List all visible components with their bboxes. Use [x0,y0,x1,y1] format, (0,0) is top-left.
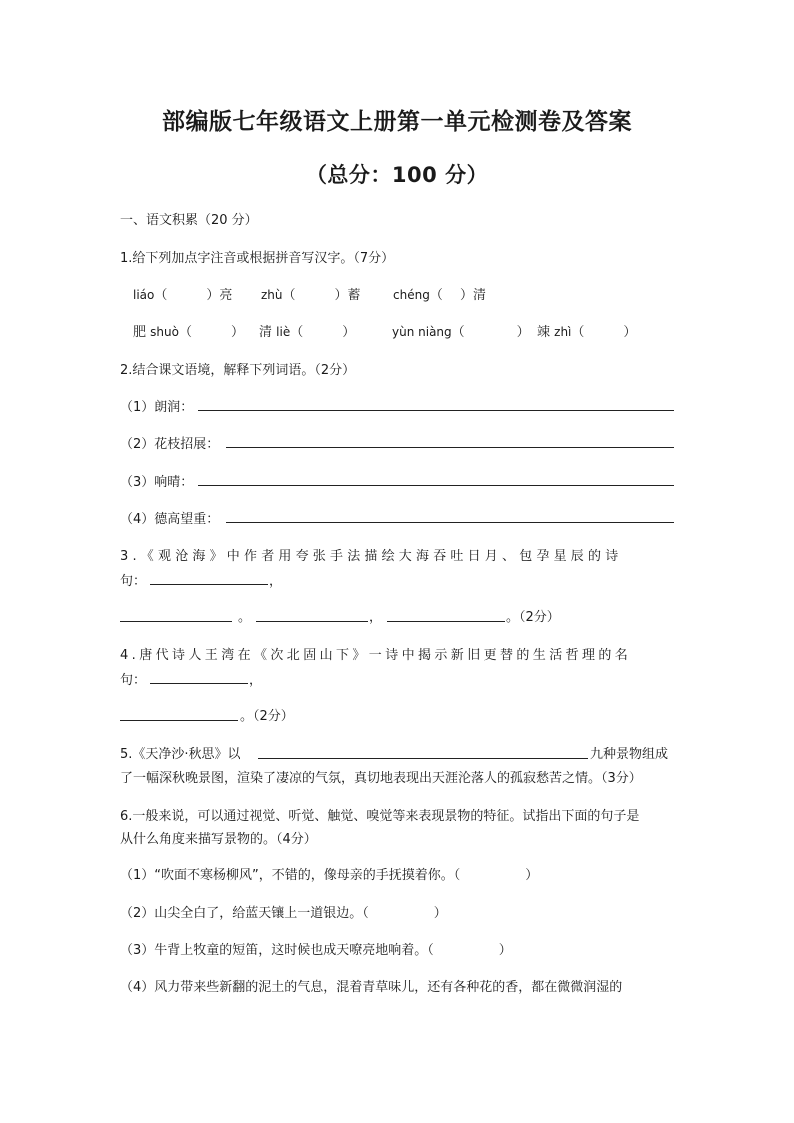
q3-comma2: ， [369,610,383,625]
q2-item-1-label: （1）朗润： [120,400,194,415]
page-subtitle: （总分：100 分） [305,163,489,187]
q4-line1: 4.唐代诗人王湾在《次北固山下》一诗中揭示新旧更替的生活哲理的名 [120,648,632,663]
hanzi: 亮 [219,288,233,303]
q1-row1-item1 [133,284,232,303]
answer-blank[interactable]: （ ） [362,906,447,921]
answer-blank[interactable]: （ ） [453,868,539,883]
q1-row1-item2 [261,284,361,303]
q6-line1: 6.一般来说，可以通过视觉、听觉、触觉、嗅觉等来表现景物的特征。试指出下面的句子是 [120,809,640,824]
pinyin: shuò [150,325,179,339]
q2-item-4-label: （4）德高望重： [120,512,220,527]
q6-item-4 [120,976,622,995]
pinyin: zhì [554,325,572,339]
pinyin: liè [276,325,291,339]
q6-item-text: （2）山尖全白了，给蓝天镶上一道银边。 [120,906,363,921]
q2-item-3-label: （3）响晴： [120,475,194,490]
q3-end: 。（2分） [506,610,560,625]
hanzi: 清 [472,288,486,303]
q6-item-1 [120,864,538,883]
q6-item-text: （1）“吹面不寒杨柳风”，不错的，像母亲的手抚摸着你。 [120,868,454,883]
q1-stem: 1.给下列加点字注音或根据拼音写汉字。（7分） [120,251,395,266]
q4-end: 。（2分） [240,709,294,724]
hanzi: 清 [259,325,273,340]
q3-blank-3[interactable] [256,621,368,622]
q4-blank-2[interactable] [120,720,238,721]
q3-blank-4[interactable] [387,621,505,622]
pinyin: liáo [133,288,155,302]
q2-item-3-answer-line[interactable] [198,485,674,486]
q6-item-text: （3）牛背上牧童的短笛，这时候也成天嘹亮地响着。 [120,943,428,958]
q6-item-3 [120,939,512,958]
pinyin: chéng [393,288,430,302]
answer-blank[interactable]: （ ） [429,288,473,303]
answer-blank[interactable]: （ ） [427,943,512,958]
page-title: 部编版七年级语文上册第一单元检测卷及答案 [162,109,632,135]
q3-comma1: ， [269,574,283,589]
q3-line1: 3.《观沧海》中作者用夸张手法描绘大海吞吐日月、包孕星辰的诗 [120,549,623,564]
q4-comma: ， [249,673,263,688]
pinyin: yùn niàng [392,325,452,339]
answer-blank[interactable]: （ ） [451,325,530,340]
hanzi: 竦 [537,325,551,340]
q1-row2-item2 [259,321,355,340]
section-heading: 一、语文积累（20 分） [120,213,258,228]
answer-blank[interactable]: （ ） [282,288,348,303]
q3-blank-2[interactable] [120,621,232,622]
hanzi: 肥 [133,325,147,340]
q2-item-2-answer-line[interactable] [226,447,674,448]
q2-item-1-answer-line[interactable] [198,410,674,411]
q5-prefix: 5.《天净沙·秋思》以 [120,747,241,762]
q6-line2: 从什么角度来描写景物的。（4分） [120,832,317,847]
q5-line2: 了一幅深秋晚景图，渲染了凄凉的气氛，真切地表现出天涯沦落人的孤寂愁苦之情。（3分） [120,771,642,786]
q3-period: 。 [238,610,252,625]
q4-blank-1[interactable] [150,683,248,684]
q4-prefix: 句： [120,673,147,688]
q3-blank-1[interactable] [150,584,268,585]
answer-blank[interactable]: （ ） [178,325,244,340]
q2-item-4-answer-line[interactable] [226,522,674,523]
q1-row2-item1 [133,321,244,340]
q1-row1-item3 [393,284,486,303]
q5-blank[interactable] [258,758,588,759]
q1-row2-item3 [392,321,530,340]
q5-suffix: 九种景物组成 [590,747,669,762]
q6-item-2 [120,902,447,921]
q2-item-2-label: （2）花枝招展： [120,437,220,452]
answer-blank[interactable]: （ ） [571,325,637,340]
q6-item-text: （4）风力带来些新翻的泥土的气息，混着青草味儿，还有各种花的香，都在微微润湿的 [120,980,623,995]
pinyin: zhù [261,288,283,302]
q3-prefix: 句： [120,574,147,589]
q2-stem: 2.结合课文语境，解释下列词语。（2分） [120,363,356,378]
hanzi: 蓄 [347,288,361,303]
answer-blank[interactable]: （ ） [154,288,220,303]
q1-row2-item4 [537,321,636,340]
answer-blank[interactable]: （ ） [290,325,356,340]
